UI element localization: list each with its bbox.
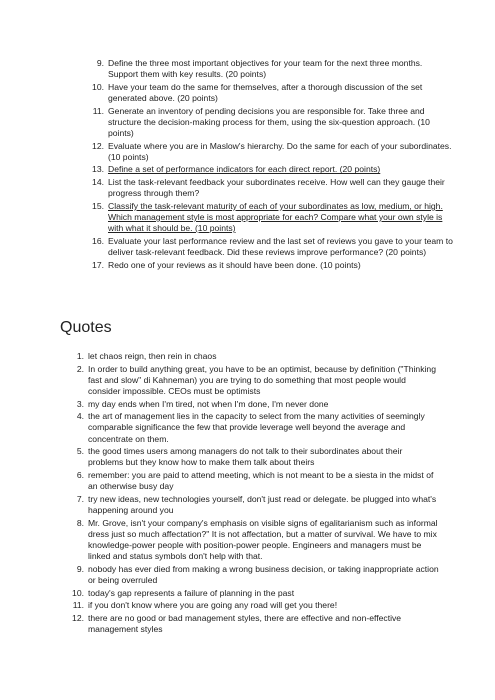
item-number: 15. [92, 200, 104, 211]
item-text: the art of management lies in the capacity to select from the many activities of seemingly comparable significance the few that provide leverage well beyond the average and concentrate on them. [88, 411, 425, 444]
item-number: 12. [72, 612, 84, 623]
list-item [76, 446, 440, 468]
item-number: 12. [92, 140, 104, 151]
item-text: Have your team do the same for themselves, after a thorough discussion of the set generated above. (20 points) [108, 81, 423, 103]
list-item [76, 517, 440, 563]
item-text: remember: you are paid to attend meeting, which is not meant to be a siesta in the midst of an otherwise busy day [88, 469, 434, 492]
list-item [76, 493, 440, 516]
item-text: today's gap represents a failure of planning in the past [88, 587, 295, 598]
item-number: 7. [76, 493, 84, 504]
quotes-list [72, 351, 440, 637]
task-list [92, 58, 453, 272]
item-text-underlined: Define a set of performance indicators for each direct report. (20 points) [108, 164, 381, 175]
list-item [92, 235, 453, 258]
item-text: the good times users among managers do not talk to their subordinates about their problems but they know how to make them talk about theirs [88, 446, 403, 468]
item-text: Generate an inventory of pending decisions you are responsible for. Take three and structure the decision-making process for them, using the six-question approach. (10 points) [108, 105, 430, 138]
list-item [92, 259, 453, 271]
item-number: 11. [92, 105, 104, 116]
item-text: Evaluate your last performance review and the last set of reviews you gave to your team to deliver task-relevant feedback. Did these reviews improve performance? (20 points) [108, 235, 453, 257]
item-text-underlined: Classify the task-relevant maturity of each of your subordinates as low, medium, or high. Which management style is most appropriate for each? Compare what your own style is with what it should be. (10 points) [108, 200, 443, 234]
item-text: try new ideas, new technologies yourself, don't just read or delegate. be plugged into what's happening around you [88, 493, 437, 515]
item-text: Redo one of your reviews as it should have been done. (10 points) [108, 259, 361, 270]
item-number: 5. [76, 446, 84, 457]
item-text: let chaos reign, then rein in chaos [88, 351, 217, 361]
item-text: if you don't know where you are going any road will get you there! [88, 600, 338, 611]
item-text: my day ends when I'm tired, not when I'm done, I'm never done [88, 398, 329, 409]
item-text: Evaluate where you are in Maslow's hierarchy. Do the same for each of your subordinates. (10 points) [108, 140, 452, 162]
item-number: 10. [72, 587, 84, 598]
list-item [76, 351, 440, 362]
list-item [76, 363, 440, 398]
list-item [72, 600, 440, 611]
item-number: 10. [92, 81, 104, 92]
item-text: Mr. Grove, isn't your company's emphasis on visible signs of egalitarianism such as informal dress just so much affectation?" It is not affectation, but a matter of survival. We have to mix knowledge-power people with position-power people. Engineers and managers must be linked and status symbols don't help with that. [88, 517, 438, 562]
item-text: there are no good or bad management styles, there are effective and non-effective management styles [88, 612, 402, 634]
list-item [92, 176, 453, 199]
item-number: 6. [76, 469, 84, 480]
item-number: 3. [76, 398, 84, 409]
item-number: 8. [76, 517, 84, 528]
item-number: 14. [92, 176, 104, 187]
list-item [72, 612, 440, 635]
item-number: 1. [76, 351, 84, 361]
list-item [92, 81, 453, 104]
list-item [76, 398, 440, 410]
item-number: 9. [96, 58, 104, 68]
list-item [92, 200, 453, 235]
item-number: 9. [76, 563, 84, 574]
item-number: 16. [92, 235, 104, 246]
item-number: 17. [92, 259, 104, 270]
list-item [76, 563, 440, 586]
section-heading-quotes: Quotes [60, 319, 112, 336]
list-item [92, 105, 453, 140]
item-number: 11. [72, 600, 84, 611]
item-number: 2. [76, 363, 84, 374]
item-number: 4. [76, 411, 84, 422]
item-text: nobody has ever died from making a wrong business decision, or taking inappropriate action or being overruled [88, 563, 439, 585]
list-item [76, 411, 440, 445]
list-item [92, 140, 453, 163]
list-item [96, 58, 453, 80]
list-item [92, 164, 453, 175]
list-item [76, 469, 440, 492]
list-item [72, 587, 440, 599]
item-number: 13. [92, 164, 104, 175]
item-text: Define the three most important objectives for your team for the next three months. Support them with key results. (20 points) [108, 58, 423, 80]
item-text: In order to build anything great, you have to be an optimist, because by definition ("Thinking fast and slow" di Kahneman) you are trying to do something that most people would consider impossible. CEOs must be optimists [88, 363, 436, 396]
item-text: List the task-relevant feedback your subordinates receive. How well can they gauge their progress through them? [108, 176, 445, 199]
